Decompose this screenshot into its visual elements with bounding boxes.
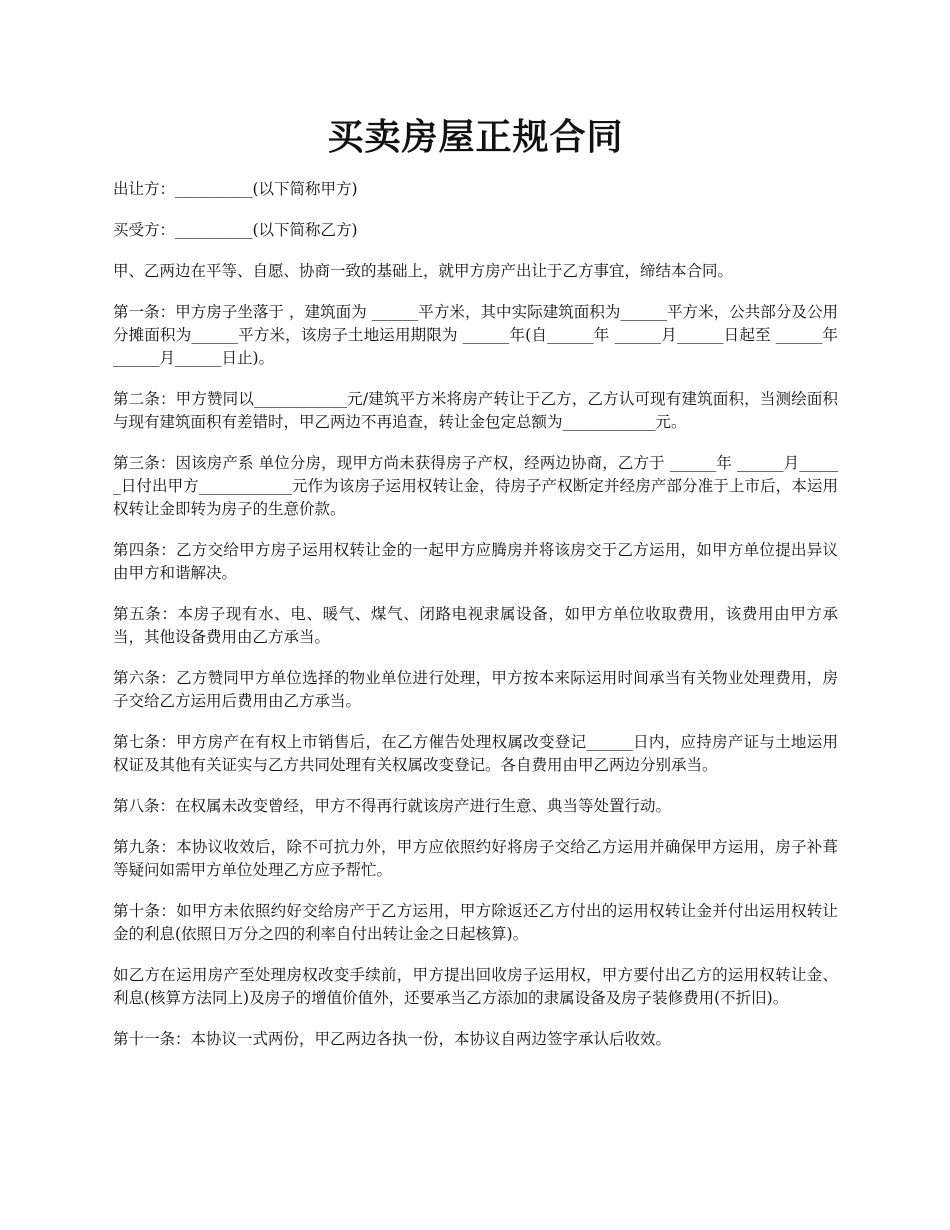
document-title: 买卖房屋正规合同 — [327, 116, 624, 158]
paragraph-article-4: 第四条：乙方交给甲方房子运用权转让金的一起甲方应腾房并将该房交于乙方运用，如甲方单位提出异议由甲方和谐解决。 — [113, 541, 838, 582]
paragraph-seller: 出让方：__________(以下简称甲方) — [113, 180, 358, 198]
paragraph-article-11: 第十一条：本协议一式两份，甲乙两边各执一份，本协议自两边签字承认后收效。 — [113, 1030, 672, 1048]
paragraph-article-10: 第十条：如甲方未依照约好交给房产于乙方运用，甲方除返还乙方付出的运用权转让金并付出运用权转让金的利息(依照日万分之四的利率自付出转让金之日起核算)。 — [113, 902, 838, 943]
paragraph-article-9: 第九条：本协议收效后，除不可抗力外，甲方应依照约好将房子交给乙方运用并确保甲方运用，房子补葺等疑问如需甲方单位处理乙方应予帮忙。 — [113, 838, 838, 879]
paragraph-article-8: 第八条：在权属未改变曾经，甲方不得再行就该房产进行生意、典当等处置行动。 — [113, 797, 672, 815]
document-body — [113, 178, 843, 1069]
paragraph-article-10-supplement: 如乙方在运用房产至处理房权改变手续前，甲方提出回收房子运用权，甲方要付出乙方的运用权转让金、利息(核算方法同上)及房子的增值价值外，还要承当乙方添加的隶属设备及房子装修费用(不折旧)。 — [113, 966, 838, 1007]
paragraph-article-2: 第二条：甲方赞同以____________元/建筑平方米将房产转让于乙方，乙方认可现有建筑面积，当测绘面积与现有建筑面积有差错时，甲乙两边不再追查，转让金包定总额为____________元。 — [113, 390, 838, 431]
paragraph-article-6: 第六条：乙方赞同甲方单位选择的物业单位进行处理，甲方按本来际运用时间承当有关物业处理费用，房子交给乙方运用后费用由乙方承当。 — [113, 669, 838, 710]
paragraph-article-3: 第三条：因该房产系 单位分房，现甲方尚未获得房子产权，经两边协商，乙方于 ______年 ______月______日付出甲方____________元作为该房子运用权转让金，待房子产权断定并经房产部分准于上市后，本运用权转让金即转为房子的生意价款。 — [113, 454, 838, 518]
paragraph-buyer: 买受方：__________(以下简称乙方) — [113, 221, 358, 239]
paragraph-article-7: 第七条：甲方房产在有权上市销售后，在乙方催告处理权属改变登记______日内，应持房产证与土地运用权证及其他有关证实与乙方共同处理有关权属改变登记。各自费用由甲乙两边分别承当。 — [113, 733, 838, 774]
paragraph-preamble: 甲、乙两边在平等、自愿、协商一致的基础上，就甲方房产出让于乙方事宜，缔结本合同。 — [113, 262, 734, 280]
paragraph-article-5: 第五条：本房子现有水、电、暖气、煤气、闭路电视隶属设备，如甲方单位收取费用，该费用由甲方承当，其他设备费用由乙方承当。 — [113, 605, 838, 646]
paragraph-article-1: 第一条：甲方房子坐落于 ，建筑面为 ______平方米，其中实际建筑面积为______平方米，公共部分及公用分摊面积为______平方米，该房子土地运用期限为 ______年(自______年 ______月______日起至 ______年 ______月______日止)。 — [113, 303, 843, 367]
